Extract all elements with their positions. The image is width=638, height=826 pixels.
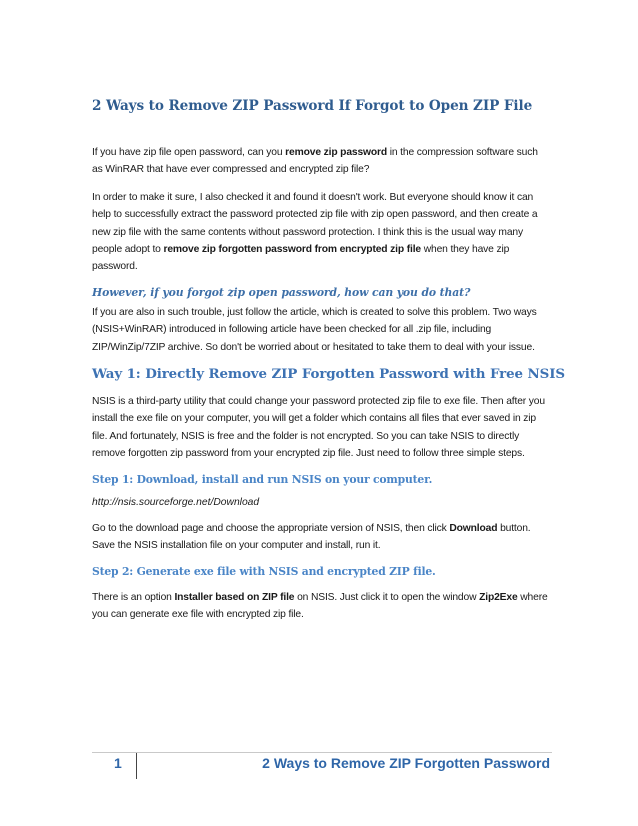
step1-bold-download: Download <box>449 522 498 534</box>
trouble-paragraph: If you are also in such trouble, just follow the article, which is created to solve this problem. Two ways (NSIS+WinRAR) introduced in following article have been checked for all .zip file, including ZIP/WinZip/7ZIP archive. So don't be worried about or hesitated to take them to deal with your issue. <box>92 306 537 353</box>
document-title: 2 Ways to Remove ZIP Password If Forgot to Open ZIP File <box>92 98 533 114</box>
way1-paragraph: NSIS is a third-party utility that could change your password protected zip file to exe file. Then after you install the exe file on your computer, you will get a folder which contains all files that ever saved in zip file. And fortunately, NSIS is free and the folder is not encrypted. So you can take NSIS to directly remove forgotten zip password from your encrypted zip file. Just need to follow three simple steps. <box>92 396 545 460</box>
question-heading: However, if you forgot zip open password, how can you do that? <box>92 285 471 299</box>
intro-p1-bold: remove zip password <box>285 147 388 158</box>
step2-text-a: There is an option <box>92 591 175 603</box>
intro-paragraph-2 <box>92 189 550 276</box>
way1-heading: Way 1: Directly Remove ZIP Forgotten Password with Free NSIS <box>92 366 565 383</box>
step1-paragraph <box>92 520 550 555</box>
intro-p1-text-c: in the compression software such as WinRAR that have ever compressed and encrypted zip file? <box>92 147 538 176</box>
footer-separator <box>136 753 137 779</box>
intro-p2-text-c: when they have zip password. <box>92 244 510 273</box>
page-content <box>92 98 565 633</box>
step1-heading: Step 1: Download, install and run NSIS on your computer. <box>92 472 433 486</box>
step2-heading: Step 2: Generate exe file with NSIS and encrypted ZIP file. <box>92 564 436 578</box>
step1-text-a: Go to the download page and choose the appropriate version of NSIS, then click <box>92 522 450 534</box>
intro-p2-text-a: In order to make it sure, I also checked it and found it doesn't work. But everyone should know it can help to successfully extract the password protected zip file with zip open password, and then create a new zip file with the same contents without password protection. I think this is the usual way many people adopt to <box>92 191 538 256</box>
step2-bold-zip2exe: Zip2Exe <box>479 591 518 603</box>
download-url: http://nsis.sourceforge.net/Download <box>92 496 260 508</box>
footer-title: 2 Ways to Remove ZIP Forgotten Password <box>262 755 550 771</box>
intro-paragraph-1 <box>92 144 550 179</box>
step2-text-e: where you can generate exe file with encrypted zip file. <box>92 591 548 620</box>
page-footer <box>92 752 552 781</box>
intro-p1-text-a: If you have zip file open password, can you <box>92 147 286 158</box>
footer-page-number: 1 <box>114 755 122 771</box>
step2-paragraph <box>92 589 550 624</box>
step2-bold-installer: Installer based on ZIP file <box>174 591 295 603</box>
step2-text-c: on NSIS. Just click it to open the window <box>294 591 480 603</box>
intro-p2-bold: remove zip forgotten password from encrypted zip file <box>163 244 421 256</box>
step1-text-c: button. Save the NSIS installation file on your computer and install, run it. <box>92 522 531 552</box>
